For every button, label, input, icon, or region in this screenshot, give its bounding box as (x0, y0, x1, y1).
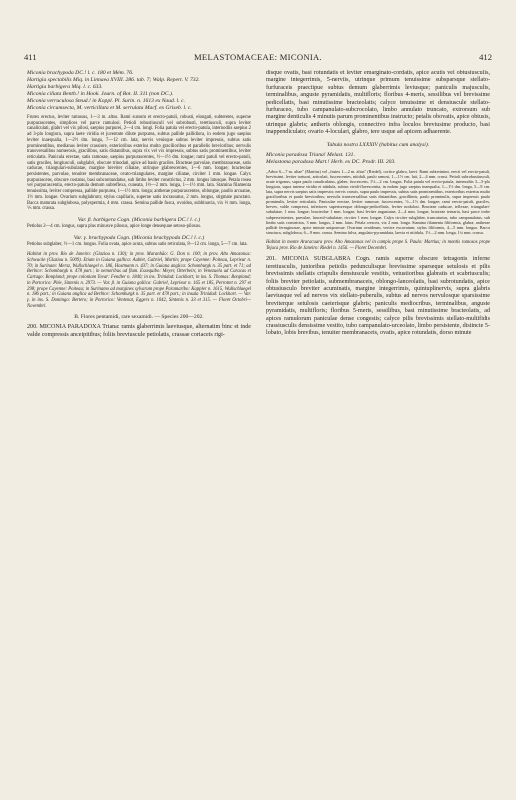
habitat-200: Habitat in monte Araracuara prov. Alto Amazonas vel in campis prope S. Paulo: Martius; in montis ramosos prope Tejuca prov. Rio de Janeiro: Riedel n. 1456. — Floret Decembri. (266, 239, 490, 251)
synonym-paradoxa-2: Melastoma paradoxa Mart.! Herb. ex DC. Prodr. III. 203. (266, 158, 396, 165)
synonym-6: Miconia circumsecta, M. verticillata et M. serrulata Macf. ex Griseb. l. c. (27, 105, 192, 111)
synonym-4: Miconia ciliata Benth.! in Hook. Journ. of Bot. II. 311 (non DC.). (27, 91, 174, 97)
plate-reference: Tabula nostra LXXXIV (habitus cum analysi). (326, 141, 430, 148)
species-200-continued: disque ovatis, basi rotundatis et leviter emarginato-cordatis, apice acutis vel obtusiusculis, margine integerrimis, 5-nerviis, utrinque primum tenuissime subsparsque stellato-furfuraceis praeciipue subtus demum glaberrimis leviusque; paniculis majusculis, terminalibus, anguste pyramidatis, multifloris; floribus 4-meris, sessilibus vel brevissime pedicellatis, basi minutissime bracteolatis; calyce tenuissime et densiuscule stellato-furfuraceo, tubo campanulato-subcrocolato, limbo annulato truncato, extrorsum sub margine denticulis 4 minutis parum prominentibus instructo; petalis obovatis, apice obtusis, utrinque glabris; antheris oblongis, connectivo infra loculos breviusime producto, basi inappendiculato; ovario 4-loculari, glabro, tere usque ad apicem adhaerente. (266, 70, 490, 136)
synonym-2: Hartigia spectabilis Miq. in Linnaea XVIII. 286. tab. 7; Walp. Repert. V. 732. (27, 77, 200, 83)
variety-gamma-text: Petiolus subglaber, ½—1 cm. longus. Folia ovata, apice acuta, subtus satis reticulata, 8—12 cm. longa, 5—7 cm. lata. (27, 241, 248, 247)
habitat-paragraph: Habitat in prov. Rio de Janeiro: (Glaziou n. 130); in prov. Maranhão: G. Don n. 100; in prov. Alto Amazonas: Schwacke (Glaziou n. 5009). Etiam in Guiana gallica: Aublet, Gabriel, Martin; prope Cayenne: Poiteau, Leprieur n. 70; in Surinam: Mersz, Wullschlaegel n. 186, Hostmann n. 437; in Guiana anglica: Schomburgk n. 35 part. et 71; ad Berbice: Schomburgk n. 478 part.; in nemoribus ad flum. Essequibo: Meyer, Otterbein; in Venezuela ad Caracas et Cartago: Bonpland; prope coloniam Tovar: Fendler n. 1840; in ins. Trinidad: Lockhart; in ins. S. Thomas: Bonpland; in Portorico: Plée, Sintenis n. 2973. — Var. β. in Guiana gallica: Gabriel, Leprieur n. 165 et 185, Perrottet n. 297 et 298; prope Cayenne: Poiteau; in Surinamo ad margines sylvarum prope Paramaribo: Kappler n. 1615, Wullschlaegel n. 186 part.; in Guiana anglica ad Berbice: Schomburgk n. 35 part. et 478 part.; in insula Trinidad: Lockhart. — Var. γ. in ins. S. Domingo: Bertero; in Portorico: Ventenat, Eggers n. 1042, Sintenis n. 33 et 315. — Floret Octobri—Novembri. (27, 252, 251, 309)
running-header (24, 52, 492, 66)
left-column (27, 70, 251, 786)
page-number-right: 412 (479, 52, 492, 62)
synonym-5: Miconia verruculosa Steud.! in Koppl. Pl. Surin. n. 1613 ex Naud. l. c. (27, 98, 185, 104)
species-200-description: „Arbor 6—7 m. altae" (Martius) vel „frutex 1—2 m. altus" (Riedel), cortice glabro, laevi. Rami subterinimi, erecti vel erecto-patuli, brevissimi, leviter tortuosi, articulati, fuscescentes, nitiduli, paulo ramosi, 1—1½ cm. lati, 2—4 mm. crassi. Petioli subrobustiusculi, acute trigonus, supra paulo canaliculatus, glaber, fuscescens, 1½—2 cm. longus. Folia patula vel erecto-patula, internodiis 3—5-plo longiora, supra intense viridia et nitidula, subtus viridi-flavescentia, in eodem jugo saepius inaequalia, 1—1½ dm. longa, 5—9 cm. lata, supra nervis saepius satis impressis; nervis crassis, supra paulo impressis, subtus satis prominentibus, exterioribus exterius multo gracilioribus et paulo brevioribus; nervulis transversalibus satis distantibus, gracillimis, paulo prominulis, supra impressis paulo prominulis, leviter reticulatis. Paniculae erectae, leviter ramosae, fuscescentes, ½—1½ dm. longae; rami erecto-patuli, graciles, breves, valde compressi, inferiores superioresque oblongo-pedicellatis, leviter nodulosi. Bracteae caducae, teflexae, triangulari-subulatae, 1 mm. longae; bracteolae 1 mm. longae, basi leviter angustatae, 2—4 mm. longae, bracteae ternaria, basi parce trobe subperseistentes, parvulae, lanceol-subulatae, circiter 1 mm. longae. Calyx circiter subglaber, truncaturius, tubo campanulatus, sub limbo satis constrictus, 3 mm. longus, 2 mm. latus. Petala crescea, vix 2 mm. longa. Stamina filamenta filiformia, glabra; antherae pallide ferruginosae, apice minute uniporosae. Ovarium ovoideum, vertice excavatum; stylus filiformis, 4—5 mm. longus. Bacca structura, subglobosa, 6—9 mm. crassa. Semina fulva, angulato-pyramidata, laevia et nitidula, 1½—2 mm. longa, 1¼ mm. crassa. (266, 168, 490, 235)
running-title: MELASTOMACEAE: MICONIA. (193, 52, 322, 62)
right-column (266, 70, 490, 786)
variety-beta-text: Petiolus 2—4 cm. longus, supra plus minusve pilosus, apice longe densequue setoso-pilosus. (27, 223, 202, 229)
species-201-heading: 201. MICONIA SUBGLABRA Cogn. ramis superne obscure tetragonis inferne teretiusculis, junioribus petiolis pedunculisque brevissime sparseque setulosis et pilis brevissimis stellatis crispulis densiuscule vestitis, vetustioribus glabratis et scabriusculis; foliis breviter petiolatis, submembranaceis, oblongo-lanceolatis, basi subrotundatis, apice obtusiusculo breviter acuminatis, margine integerrimis, quintuplinervis, supra glabris laeviusque vel ad nervos vix stellato-puberulis, subtus ad nervos nervulosque sparsissime breviterque setulosis caeterisque glabris; paniculis mediocribus, terminalibus, anguste pyramidatis, multifloris; floribus 5-meris, sessilibus, basi minutissime bracteolatis, ad apices ramulorum paniculae dense congestis; calyce pilis brevissimis stellato-multifidis crassiusculis densissime vestito, tubo campanulato-urceolato, limbo persistente, distincte 5-lobato, lobis brevibus, tenuiter membranaceis, ovatis, apice rotundatis, dorso minute (266, 256, 490, 337)
species-200-heading: 200. MICONIA PARADOXA Triana: ramis glaberrimis laeviusque, alternatim binc et inde valde compressis anceipitibus; foliis breviuscule petiolatis, crassae coriaceis rigi- (27, 324, 251, 338)
variety-gamma-title: Var. γ. brachypoda Cogn. (Miconia brachypoda DC.! l. c.) (73, 234, 205, 241)
page-number-left: 411 (24, 52, 37, 62)
synonym-1: Miconia brachypoda DC.! l. c. 180 et Mém. 76. (27, 70, 134, 76)
synonym-paradoxa-1: Miconia paradoxa Triana! Melast. 131. (266, 151, 355, 158)
synonym-3: Hartigia barbigera Miq. l. c. 633. (27, 84, 103, 90)
section-note: B. Flores pentamidi, rare sexamidi. — Species 200—202. (74, 314, 204, 321)
species-description: Frutex erectus, leviter ramosus, 1—3 m. altus. Rami sursum et erecto-patuli, robusti, elongati, subteretes, superne purpurascentes, simplices vel parce ramulosi. Petioli robustiusculi vel subrobusti, teretiusculi, supra leviter canaliculati, glabri vel vix pilosi, saepius purpurei, 2—4 cm. longi. Folia patula vel erecto-patula, internodiis saepius 2 ad 3-plo longiora, supra laete viridia et juventute dilute purpurea, subtus pallide pallidiora, in eodem jugo saepius leviter inaequalia, 1—2½ dm. longa, 7—12 cm. lata; nervis venisque subtus leviter impressis, subtus satis prominentibus, medianus leviter crassiore, exterioribus exterius multo gracilioribus et parallelis brevioribus; nervulis transversalibus numerosis, gracilibus, satis distantibus, supra vix vel vix impressis, subtus satis prominentibus, leviter reticulatis. Panicula erectae, satis ramosae, saepius purpurascentes, ½—1½ dm. longae; rami patuli vel erecto-patuli, satis graciles, longiusculi, subglabri, obscure trinodati, apice ad basin graciles. Bracteae parvulae, membranaceae, satis caducae, triangulari-subulatae, margine breviter ciliatae, utrinque glabrescentes, 1—6 mm. longae; bracteolae persistentes, parvulae, tenuiter membranaceae, ovato-triangulares, margine ciliatae, circiter 1 mm. longae. Calyx purpurascens, obscure costatus, basi subcontundatus, sub limbo leviter constrictus, 2 mm. longus latusque. Petala rosea vel purpurascentia, erecto-patula demum subreflexa, cuneata, 1⅓—2 mm. longa, 1—1½ mm. lata. Stamina filamenta tenuissima, leviter compressa, pallide purpurea, 1—1½ mm. longa; antherae purpurascentes, oblongae, paullo arcuatae, 1½ mm. longae. Ovarium subglabrum; stylus capillaris, superne satis incrassatus, 2 mm. longus, stigmate punctato. Bacca maturata subglobosa, polyspermia, 4 mm. crassa. Semina pallide fusca, ovoidea, subbinavia, vix ⅓ mm. longa, ⅕ mm. crassa. (27, 115, 251, 212)
variety-beta-title: Var. β. barbigera Cogn. (Miconia barbigera DC.! l. c.) (77, 216, 201, 223)
